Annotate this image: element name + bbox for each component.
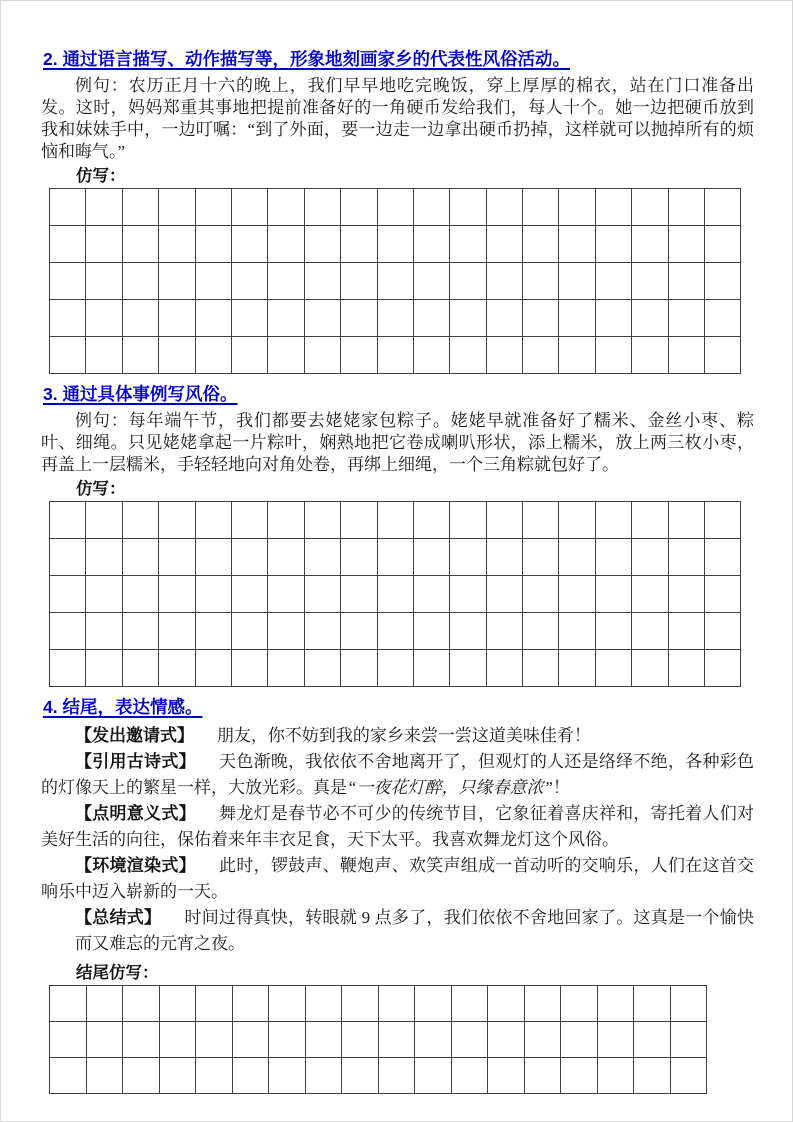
ending-style-atmosphere bbox=[41, 853, 754, 905]
grid-cell bbox=[122, 613, 158, 650]
grid-cell bbox=[668, 226, 704, 263]
ending-style-quote-poem bbox=[41, 749, 754, 801]
grid-cell bbox=[561, 986, 598, 1022]
grid-cell bbox=[232, 1058, 269, 1094]
grid-cell bbox=[159, 986, 196, 1022]
grid-cell bbox=[342, 1058, 379, 1094]
grid-cell bbox=[450, 539, 486, 576]
grid-cell bbox=[195, 650, 231, 687]
grid-cell bbox=[341, 650, 377, 687]
grid-cell bbox=[595, 576, 631, 613]
grid-cell bbox=[232, 1022, 269, 1058]
grid-cell bbox=[159, 1022, 196, 1058]
grid-row bbox=[50, 613, 741, 650]
grid-cell bbox=[50, 613, 86, 650]
grid-cell bbox=[231, 337, 267, 374]
ending-writing-grid bbox=[49, 985, 707, 1094]
grid-cell bbox=[705, 263, 741, 300]
grid-cell bbox=[632, 226, 668, 263]
grid-cell bbox=[50, 189, 86, 226]
grid-cell bbox=[595, 337, 631, 374]
grid-cell bbox=[486, 502, 522, 539]
grid-cell bbox=[377, 613, 413, 650]
grid-row bbox=[50, 337, 741, 374]
grid-cell bbox=[595, 613, 631, 650]
ending-style-text: 朋友，你不妨到我的家乡来尝一尝这道美味佳肴！ bbox=[216, 726, 591, 745]
grid-cell bbox=[559, 337, 595, 374]
grid-cell bbox=[122, 650, 158, 687]
grid-cell bbox=[413, 337, 449, 374]
grid-cell bbox=[561, 1058, 598, 1094]
grid-cell bbox=[195, 613, 231, 650]
grid-cell bbox=[50, 986, 87, 1022]
grid-cell bbox=[159, 1058, 196, 1094]
grid-cell bbox=[50, 539, 86, 576]
grid-cell bbox=[231, 650, 267, 687]
ending-style-list bbox=[41, 723, 754, 957]
grid-cell bbox=[450, 650, 486, 687]
section-2-example-paragraph: 例句：农历正月十六的晚上，我们早早地吃完晚饭，穿上厚厚的棉衣，站在门口准备出发。这时，妈妈郑重其事地把提前准备好的一角硬币发给我们，每人十个。她一边把硬币放到我和妹妹手中，一边叮嘱：“到了外面，要一边走一边拿出硬币扔掉，这样就可以抛掉所有的烦恼和晦气。” bbox=[41, 76, 754, 161]
grid-cell bbox=[377, 650, 413, 687]
grid-cell bbox=[304, 337, 340, 374]
grid-cell bbox=[413, 539, 449, 576]
grid-cell bbox=[341, 189, 377, 226]
grid-cell bbox=[86, 189, 122, 226]
grid-cell bbox=[231, 502, 267, 539]
grid-cell bbox=[559, 189, 595, 226]
grid-cell bbox=[523, 226, 559, 263]
grid-cell bbox=[595, 650, 631, 687]
section-language-action-description bbox=[41, 48, 754, 374]
grid-cell bbox=[195, 263, 231, 300]
grid-cell bbox=[486, 337, 522, 374]
grid-cell bbox=[413, 613, 449, 650]
grid-cell bbox=[705, 576, 741, 613]
grid-cell bbox=[342, 1022, 379, 1058]
grid-cell bbox=[486, 613, 522, 650]
grid-cell bbox=[559, 613, 595, 650]
grid-cell bbox=[595, 263, 631, 300]
grid-cell bbox=[304, 226, 340, 263]
grid-cell bbox=[304, 502, 340, 539]
grid-cell bbox=[195, 189, 231, 226]
ending-style-tag: 【发出邀请式】 bbox=[75, 726, 194, 745]
grid-cell bbox=[268, 650, 304, 687]
ending-style-text: 天色渐晚，我依依不舍地离开了，但观灯的人还是络绎不绝，各种彩色的灯像天上的繁星一样，大放光彩。真是 bbox=[41, 752, 755, 797]
grid-cell bbox=[597, 1022, 634, 1058]
grid-cell bbox=[488, 1058, 525, 1094]
grid-cell bbox=[50, 650, 86, 687]
grid-cell bbox=[159, 539, 195, 576]
grid-cell bbox=[86, 576, 122, 613]
grid-row bbox=[50, 189, 741, 226]
grid-cell bbox=[486, 189, 522, 226]
grid-cell bbox=[668, 539, 704, 576]
grid-cell bbox=[86, 986, 123, 1022]
grid-cell bbox=[632, 576, 668, 613]
grid-cell bbox=[559, 576, 595, 613]
grid-cell bbox=[122, 539, 158, 576]
grid-cell bbox=[450, 337, 486, 374]
grid-cell bbox=[268, 613, 304, 650]
grid-cell bbox=[413, 576, 449, 613]
grid-cell bbox=[122, 576, 158, 613]
grid-cell bbox=[634, 1022, 671, 1058]
grid-cell bbox=[268, 226, 304, 263]
grid-cell bbox=[268, 576, 304, 613]
grid-cell bbox=[196, 1022, 233, 1058]
grid-cell bbox=[413, 263, 449, 300]
grid-cell bbox=[450, 189, 486, 226]
grid-cell bbox=[488, 986, 525, 1022]
grid-cell bbox=[195, 502, 231, 539]
grid-cell bbox=[86, 1058, 123, 1094]
grid-cell bbox=[523, 539, 559, 576]
grid-cell bbox=[50, 502, 86, 539]
grid-cell bbox=[415, 1022, 452, 1058]
grid-cell bbox=[668, 576, 704, 613]
grid-row bbox=[50, 300, 741, 337]
grid-cell bbox=[559, 263, 595, 300]
grid-cell bbox=[523, 650, 559, 687]
grid-cell bbox=[377, 189, 413, 226]
grid-cell bbox=[705, 226, 741, 263]
grid-cell bbox=[268, 539, 304, 576]
grid-cell bbox=[231, 613, 267, 650]
grid-cell bbox=[195, 576, 231, 613]
section-2-heading: 2. 通过语言描写、动作描写等，形象地刻画家乡的代表性风俗活动。 bbox=[43, 49, 570, 69]
grid-row bbox=[50, 1058, 707, 1094]
grid-cell bbox=[523, 189, 559, 226]
grid-cell bbox=[451, 1022, 488, 1058]
section-concrete-example bbox=[41, 383, 754, 687]
grid-cell bbox=[523, 613, 559, 650]
grid-cell bbox=[595, 539, 631, 576]
grid-cell bbox=[378, 1058, 415, 1094]
grid-cell bbox=[268, 263, 304, 300]
grid-cell bbox=[377, 539, 413, 576]
grid-cell bbox=[231, 539, 267, 576]
grid-cell bbox=[486, 226, 522, 263]
grid-cell bbox=[705, 613, 741, 650]
grid-cell bbox=[668, 502, 704, 539]
grid-cell bbox=[122, 226, 158, 263]
grid-cell bbox=[86, 300, 122, 337]
grid-cell bbox=[450, 226, 486, 263]
grid-cell bbox=[123, 1058, 160, 1094]
grid-cell bbox=[559, 539, 595, 576]
grid-cell bbox=[595, 502, 631, 539]
grid-row bbox=[50, 263, 741, 300]
grid-cell bbox=[269, 986, 306, 1022]
grid-cell bbox=[342, 986, 379, 1022]
grid-cell bbox=[378, 1022, 415, 1058]
grid-cell bbox=[705, 189, 741, 226]
grid-cell bbox=[231, 226, 267, 263]
section-ending-emotion bbox=[41, 696, 754, 1094]
grid-cell bbox=[595, 300, 631, 337]
grid-cell bbox=[305, 1058, 342, 1094]
grid-cell bbox=[269, 1022, 306, 1058]
grid-cell bbox=[488, 1022, 525, 1058]
grid-cell bbox=[269, 1058, 306, 1094]
grid-cell bbox=[86, 263, 122, 300]
grid-cell bbox=[668, 650, 704, 687]
grid-row bbox=[50, 650, 741, 687]
grid-cell bbox=[670, 1022, 707, 1058]
grid-cell bbox=[196, 986, 233, 1022]
grid-cell bbox=[486, 263, 522, 300]
grid-cell bbox=[304, 189, 340, 226]
grid-cell bbox=[195, 300, 231, 337]
grid-cell bbox=[486, 539, 522, 576]
grid-cell bbox=[632, 502, 668, 539]
grid-cell bbox=[415, 986, 452, 1022]
grid-cell bbox=[50, 226, 86, 263]
grid-cell bbox=[377, 263, 413, 300]
grid-cell bbox=[705, 337, 741, 374]
grid-cell bbox=[159, 189, 195, 226]
grid-cell bbox=[50, 263, 86, 300]
grid-cell bbox=[523, 576, 559, 613]
grid-row bbox=[50, 1022, 707, 1058]
grid-cell bbox=[159, 263, 195, 300]
grid-cell bbox=[523, 337, 559, 374]
section-2-writing-grid bbox=[49, 188, 741, 374]
ending-style-meaning bbox=[41, 801, 754, 853]
grid-cell bbox=[305, 1022, 342, 1058]
grid-cell bbox=[595, 226, 631, 263]
grid-cell bbox=[159, 650, 195, 687]
ending-style-tag: 【点明意义式】 bbox=[75, 804, 196, 823]
grid-cell bbox=[632, 613, 668, 650]
grid-cell bbox=[268, 502, 304, 539]
section-2-imitate-label: 仿写： bbox=[76, 167, 126, 185]
grid-cell bbox=[634, 986, 671, 1022]
grid-cell bbox=[377, 502, 413, 539]
grid-cell bbox=[159, 502, 195, 539]
grid-row bbox=[50, 226, 741, 263]
grid-cell bbox=[122, 337, 158, 374]
grid-cell bbox=[668, 189, 704, 226]
grid-cell bbox=[86, 650, 122, 687]
grid-cell bbox=[524, 1058, 561, 1094]
grid-cell bbox=[268, 337, 304, 374]
grid-cell bbox=[159, 337, 195, 374]
grid-cell bbox=[705, 539, 741, 576]
grid-cell bbox=[159, 300, 195, 337]
grid-cell bbox=[196, 1058, 233, 1094]
grid-cell bbox=[304, 300, 340, 337]
ending-style-text-after: ！ bbox=[552, 778, 570, 797]
grid-cell bbox=[377, 337, 413, 374]
grid-cell bbox=[559, 226, 595, 263]
grid-cell bbox=[86, 502, 122, 539]
grid-cell bbox=[597, 1058, 634, 1094]
grid-cell bbox=[304, 576, 340, 613]
grid-row bbox=[50, 576, 741, 613]
grid-cell bbox=[450, 576, 486, 613]
grid-cell bbox=[632, 300, 668, 337]
grid-cell bbox=[670, 1058, 707, 1094]
grid-cell bbox=[122, 189, 158, 226]
ending-style-tag: 【环境渲染式】 bbox=[75, 856, 196, 875]
grid-cell bbox=[305, 986, 342, 1022]
grid-cell bbox=[413, 189, 449, 226]
grid-row bbox=[50, 502, 741, 539]
grid-cell bbox=[523, 263, 559, 300]
grid-cell bbox=[231, 263, 267, 300]
grid-cell bbox=[450, 300, 486, 337]
grid-cell bbox=[559, 300, 595, 337]
grid-cell bbox=[634, 1058, 671, 1094]
grid-cell bbox=[232, 986, 269, 1022]
grid-cell bbox=[268, 300, 304, 337]
grid-cell bbox=[413, 650, 449, 687]
grid-cell bbox=[86, 337, 122, 374]
grid-cell bbox=[341, 539, 377, 576]
grid-row bbox=[50, 986, 707, 1022]
grid-cell bbox=[378, 986, 415, 1022]
grid-cell bbox=[159, 613, 195, 650]
grid-cell bbox=[486, 300, 522, 337]
grid-cell bbox=[450, 613, 486, 650]
grid-cell bbox=[304, 263, 340, 300]
ending-style-tag: 【总结式】 bbox=[75, 908, 162, 927]
grid-cell bbox=[597, 986, 634, 1022]
grid-cell bbox=[341, 576, 377, 613]
grid-cell bbox=[231, 189, 267, 226]
grid-cell bbox=[86, 539, 122, 576]
grid-cell bbox=[559, 650, 595, 687]
grid-cell bbox=[668, 263, 704, 300]
grid-cell bbox=[450, 263, 486, 300]
grid-cell bbox=[341, 226, 377, 263]
section-3-writing-grid bbox=[49, 501, 741, 687]
grid-cell bbox=[524, 1022, 561, 1058]
grid-cell bbox=[122, 502, 158, 539]
ending-style-text: 时间过得真快，转眼就 9 点多了，我们依依不舍地回家了。这真是一个愉快而又难忘的元宵之夜。 bbox=[75, 908, 755, 953]
grid-cell bbox=[50, 1022, 87, 1058]
section-3-heading: 3. 通过具体事例写风俗。 bbox=[43, 384, 238, 404]
grid-row bbox=[50, 539, 741, 576]
grid-cell bbox=[86, 1022, 123, 1058]
grid-cell bbox=[231, 300, 267, 337]
grid-cell bbox=[668, 337, 704, 374]
section-3-imitate-label: 仿写： bbox=[76, 480, 126, 498]
grid-cell bbox=[413, 226, 449, 263]
grid-cell bbox=[159, 576, 195, 613]
grid-cell bbox=[595, 189, 631, 226]
grid-cell bbox=[50, 337, 86, 374]
grid-cell bbox=[668, 613, 704, 650]
grid-cell bbox=[377, 300, 413, 337]
grid-cell bbox=[632, 650, 668, 687]
grid-cell bbox=[413, 300, 449, 337]
grid-cell bbox=[341, 613, 377, 650]
grid-cell bbox=[195, 337, 231, 374]
grid-cell bbox=[451, 1058, 488, 1094]
grid-cell bbox=[268, 189, 304, 226]
grid-cell bbox=[668, 300, 704, 337]
grid-cell bbox=[50, 300, 86, 337]
grid-cell bbox=[231, 576, 267, 613]
section-3-example-paragraph: 例句：每年端午节，我们都要去姥姥家包粽子。姥姥早就准备好了糯米、金丝小枣、粽叶、细绳。只见姥姥拿起一片粽叶，娴熟地把它卷成喇叭形状，添上糯米，放上两三枚小枣，再盖上一层糯米，手轻轻地向对角处卷，再绑上细绳，一个三角粽就包好了。 bbox=[41, 411, 754, 474]
grid-cell bbox=[486, 650, 522, 687]
grid-cell bbox=[415, 1058, 452, 1094]
grid-cell bbox=[632, 337, 668, 374]
grid-cell bbox=[413, 502, 449, 539]
grid-cell bbox=[341, 502, 377, 539]
grid-cell bbox=[559, 502, 595, 539]
grid-cell bbox=[632, 263, 668, 300]
grid-cell bbox=[705, 650, 741, 687]
grid-cell bbox=[632, 539, 668, 576]
grid-cell bbox=[561, 1022, 598, 1058]
grid-cell bbox=[341, 337, 377, 374]
grid-cell bbox=[341, 300, 377, 337]
grid-cell bbox=[50, 576, 86, 613]
grid-cell bbox=[304, 613, 340, 650]
grid-cell bbox=[451, 986, 488, 1022]
grid-cell bbox=[195, 226, 231, 263]
ending-style-invitation bbox=[41, 723, 754, 749]
grid-cell bbox=[523, 502, 559, 539]
grid-cell bbox=[705, 502, 741, 539]
grid-cell bbox=[122, 300, 158, 337]
grid-cell bbox=[50, 1058, 87, 1094]
grid-cell bbox=[86, 613, 122, 650]
grid-cell bbox=[304, 650, 340, 687]
grid-cell bbox=[377, 576, 413, 613]
grid-cell bbox=[195, 539, 231, 576]
grid-cell bbox=[123, 986, 160, 1022]
grid-cell bbox=[670, 986, 707, 1022]
ending-style-text: 此时，锣鼓声、鞭炮声、欢笑声组成一首动听的交响乐，人们在这首交响乐中迈入崭新的一天。 bbox=[41, 856, 755, 901]
grid-cell bbox=[632, 189, 668, 226]
ending-style-summary bbox=[75, 905, 754, 957]
grid-cell bbox=[377, 226, 413, 263]
grid-cell bbox=[159, 226, 195, 263]
grid-cell bbox=[304, 539, 340, 576]
grid-cell bbox=[486, 576, 522, 613]
ending-style-tag: 【引用古诗式】 bbox=[75, 752, 196, 771]
grid-cell bbox=[86, 226, 122, 263]
grid-cell bbox=[523, 300, 559, 337]
ending-style-text: 舞龙灯是春节必不可少的传统节目，它象征着喜庆祥和，寄托着人们对美好生活的向往，保佑着来年丰衣足食，天下太平。我喜欢舞龙灯这个风俗。 bbox=[41, 804, 755, 849]
grid-cell bbox=[450, 502, 486, 539]
grid-cell bbox=[341, 263, 377, 300]
grid-cell bbox=[122, 263, 158, 300]
grid-cell bbox=[705, 300, 741, 337]
grid-cell bbox=[123, 1022, 160, 1058]
quoted-poem-text: “一夜花灯醉，只缘春意浓” bbox=[347, 778, 553, 797]
ending-imitate-label: 结尾仿写： bbox=[76, 964, 159, 982]
section-4-heading: 4. 结尾，表达情感。 bbox=[43, 697, 203, 717]
grid-cell bbox=[524, 986, 561, 1022]
